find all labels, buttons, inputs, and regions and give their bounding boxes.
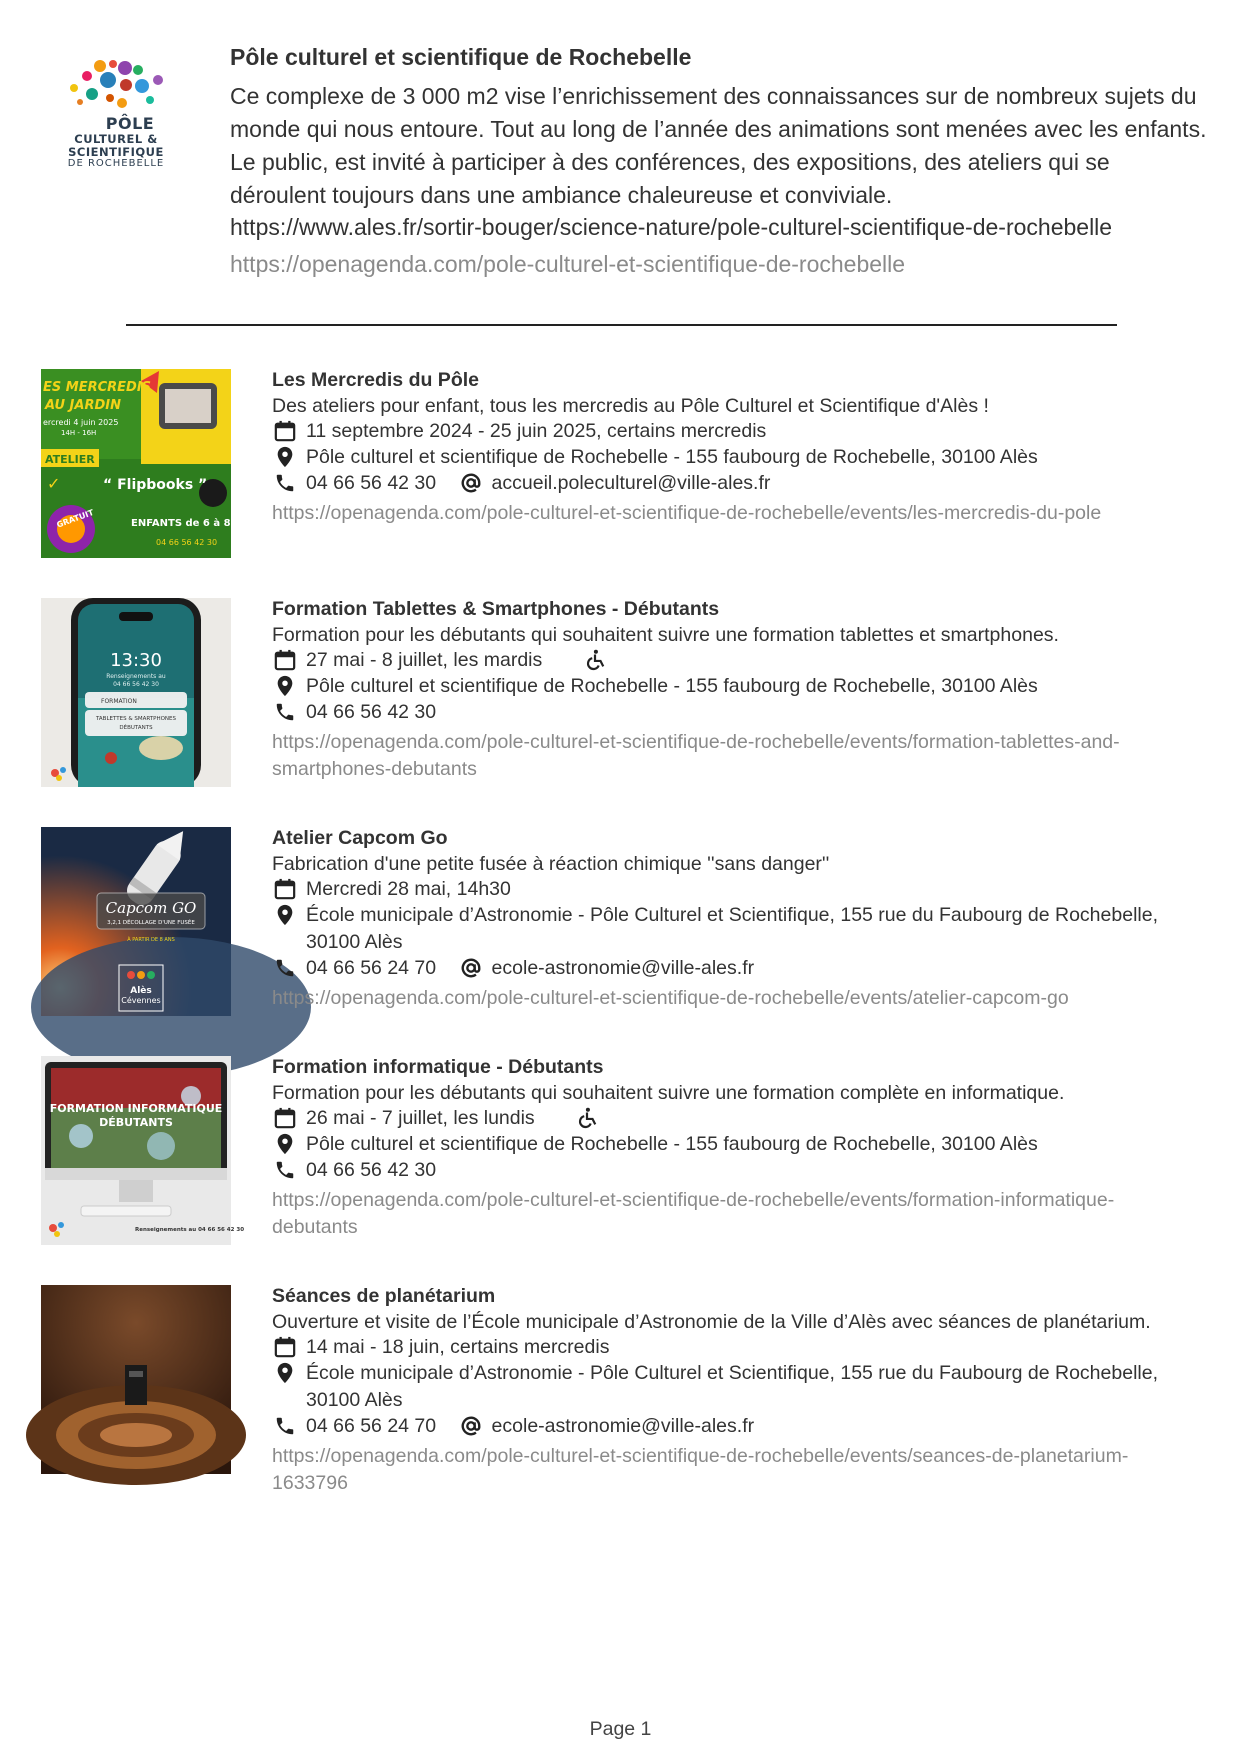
- calendar-icon: [272, 649, 298, 671]
- event-dates: 14 mai - 18 juin, certains mercredis: [306, 1336, 610, 1358]
- event-thumbnail-mercredis[interactable]: [41, 369, 241, 558]
- event-location-row: [272, 444, 1186, 471]
- event-thumbnail-informatique[interactable]: [41, 1056, 245, 1245]
- event-dates-row: [272, 878, 511, 902]
- event-location: Pôle culturel et scientifique de Rochebelle - 155 faubourg de Rochebelle, 30100 Alès: [306, 446, 1038, 468]
- event-location-row: [272, 902, 1186, 956]
- svg-text:AU JARDIN: AU JARDIN: [45, 398, 121, 413]
- event-link[interactable]: https://openagenda.com/pole-culturel-et-scientifique-de-rochebelle/events/atelier-capcom-go: [272, 987, 1069, 1009]
- event-title[interactable]: Formation Tablettes & Smartphones - Débutants: [272, 598, 720, 620]
- svg-text:04 66 56 42 30: 04 66 56 42 30: [156, 538, 218, 547]
- event-description: Des ateliers pour enfant, tous les mercredis au Pôle Culturel et Scientifique d'Alès !: [272, 395, 989, 417]
- svg-text:13:30: 13:30: [110, 650, 162, 671]
- map-pin-icon: [272, 1133, 298, 1155]
- svg-text:À PARTIR DE 8 ANS: À PARTIR DE 8 ANS: [127, 937, 175, 943]
- svg-text:“ Flipbooks ”: “ Flipbooks ”: [103, 477, 208, 493]
- wheelchair-accessible-icon: [576, 1107, 598, 1129]
- event-dates: 11 septembre 2024 - 25 juin 2025, certains mercredis: [306, 420, 767, 442]
- map-pin-icon: [272, 675, 298, 697]
- calendar-icon: [272, 420, 298, 442]
- event-thumbnail-tablettes[interactable]: [41, 598, 231, 787]
- event-email[interactable]: accueil.poleculturel@ville-ales.fr: [491, 472, 771, 494]
- event-phone[interactable]: 04 66 56 24 70: [306, 1415, 437, 1437]
- svg-text:FORMATION INFORMATIQUE: FORMATION INFORMATIQUE: [49, 1102, 223, 1115]
- svg-text:Capcom GO: Capcom GO: [105, 899, 197, 917]
- logo-line-3: SCIENTIFIQUE: [68, 145, 164, 159]
- svg-text:04 66 56 42 30: 04 66 56 42 30: [113, 681, 159, 688]
- header-divider: [126, 324, 1117, 326]
- svg-text:Cévennes: Cévennes: [121, 996, 161, 1005]
- map-pin-icon: [272, 446, 298, 468]
- map-pin-icon: [272, 904, 298, 926]
- svg-text:ES MERCREDIS: ES MERCREDIS: [43, 380, 152, 395]
- venue-header: [0, 0, 1241, 330]
- phone-icon: [272, 957, 298, 979]
- venue-logo: [60, 58, 172, 176]
- event-location: École municipale d’Astronomie - Pôle Culturel et Scientifique, 155 rue du Faubourg de Rochebelle, 30100 Alès: [306, 904, 1158, 953]
- event-thumbnail-planetarium[interactable]: [41, 1285, 231, 1474]
- logo-line-1: PÔLE: [105, 114, 155, 133]
- at-sign-icon: [458, 957, 484, 979]
- event-contact-row: [272, 701, 436, 725]
- venue-title: Pôle culturel et scientifique de Rochebelle: [230, 44, 692, 70]
- svg-text:ENFANTS de 6 à 8 a: ENFANTS de 6 à 8 a: [131, 518, 241, 529]
- map-pin-icon: [272, 1362, 298, 1384]
- event-thumbnail-capcom[interactable]: [41, 827, 231, 1016]
- at-sign-icon: [458, 472, 484, 494]
- svg-text:ercredi 4 juin 2025: ercredi 4 juin 2025: [43, 418, 119, 427]
- phone-icon: [272, 1415, 298, 1437]
- event-phone[interactable]: 04 66 56 42 30: [306, 472, 437, 494]
- event-dates: 26 mai - 7 juillet, les lundis: [306, 1107, 535, 1129]
- svg-text:DÉBUTANTS: DÉBUTANTS: [119, 725, 153, 731]
- calendar-icon: [272, 878, 298, 900]
- svg-text:FORMATION: FORMATION: [101, 698, 137, 705]
- event-email[interactable]: ecole-astronomie@ville-ales.fr: [491, 957, 755, 979]
- calendar-icon: [272, 1107, 298, 1129]
- event-phone[interactable]: 04 66 56 24 70: [306, 957, 437, 979]
- phone-icon: [272, 1159, 298, 1181]
- svg-text:Alès: Alès: [130, 986, 152, 996]
- wheelchair-accessible-icon: [584, 649, 606, 671]
- event-dates: Mercredi 28 mai, 14h30: [306, 878, 511, 900]
- event-phone[interactable]: 04 66 56 42 30: [306, 1159, 437, 1181]
- event-contact-row: [272, 472, 770, 496]
- event-link[interactable]: https://openagenda.com/pole-culturel-et-scientifique-de-rochebelle/events/formation-tablettes-and-smartphones-debutants: [272, 731, 1120, 780]
- event-link[interactable]: https://openagenda.com/pole-culturel-et-scientifique-de-rochebelle/events/formation-informatique-debutants: [272, 1189, 1115, 1238]
- logo-line-4: DE ROCHEBELLE: [67, 158, 165, 169]
- svg-text:14H - 16H: 14H - 16H: [61, 429, 97, 437]
- event-title[interactable]: Séances de planétarium: [272, 1285, 496, 1307]
- event-description: Ouverture et visite de l’École municipale d’Astronomie de la Ville d’Alès avec séances de planétarium.: [272, 1311, 1151, 1333]
- event-title[interactable]: Formation informatique - Débutants: [272, 1056, 604, 1078]
- venue-website-link[interactable]: https://www.ales.fr/sortir-bouger/science-nature/pole-culturel-scientifique-de-rochebelle: [230, 214, 1113, 240]
- at-sign-icon: [458, 1415, 484, 1437]
- event-dates-row: [272, 1107, 598, 1131]
- phone-icon: [272, 472, 298, 494]
- event-title[interactable]: Les Mercredis du Pôle: [272, 369, 479, 391]
- venue-description: Ce complexe de 3 000 m2 vise l’enrichissement des connaissances sur de nombreux sujets du monde qui nous entoure. Tout au long de l’année des animations sont menées avec les enfants. Le public, est invité à participer à des conférences, des expositions, des ateliers qui se déroulent toujours dans une ambiance chaleureuse et conviviale.: [230, 83, 1207, 208]
- event-contact-row: [272, 1415, 754, 1439]
- svg-text:ATELIER: ATELIER: [45, 453, 95, 466]
- event-contact-row: [272, 1159, 436, 1183]
- phone-icon: [272, 701, 298, 723]
- event-location-row: [272, 1360, 1186, 1414]
- event-contact-row: [272, 957, 754, 981]
- event-description: Formation pour les débutants qui souhaitent suivre une formation complète en informatique.: [272, 1082, 1065, 1104]
- event-email[interactable]: ecole-astronomie@ville-ales.fr: [491, 1415, 755, 1437]
- svg-text:✓: ✓: [47, 474, 61, 493]
- svg-text:Renseignements au 04 66 56 42: Renseignements au 04 66 56 42 30: [135, 1227, 245, 1233]
- event-location: École municipale d’Astronomie - Pôle Culturel et Scientifique, 155 rue du Faubourg de Rochebelle, 30100 Alès: [306, 1362, 1158, 1411]
- event-link[interactable]: https://openagenda.com/pole-culturel-et-scientifique-de-rochebelle/events/seances-de-planetarium-1633796: [272, 1445, 1129, 1494]
- event-dates-row: [272, 420, 766, 444]
- event-dates-row: [272, 649, 606, 673]
- venue-agenda-link[interactable]: https://openagenda.com/pole-culturel-et-scientifique-de-rochebelle: [230, 251, 906, 277]
- event-title[interactable]: Atelier Capcom Go: [272, 827, 448, 849]
- svg-text:3,2,1 DÉCOLLAGE D'UNE FUSÉE: 3,2,1 DÉCOLLAGE D'UNE FUSÉE: [107, 920, 195, 926]
- logo-line-2: CULTUREL &: [74, 132, 158, 146]
- svg-text:Renseignements au: Renseignements au: [106, 673, 166, 680]
- logo-dots-icon: [60, 58, 172, 118]
- calendar-icon: [272, 1336, 298, 1358]
- event-location-row: [272, 1131, 1186, 1158]
- event-dates: 27 mai - 8 juillet, les mardis: [306, 649, 543, 671]
- event-description: Fabrication d'une petite fusée à réaction chimique ''sans danger'': [272, 853, 830, 875]
- event-location: Pôle culturel et scientifique de Rochebelle - 155 faubourg de Rochebelle, 30100 Alès: [306, 675, 1038, 697]
- event-description: Formation pour les débutants qui souhaitent suivre une formation tablettes et smartphones.: [272, 624, 1059, 646]
- event-location: Pôle culturel et scientifique de Rochebelle - 155 faubourg de Rochebelle, 30100 Alès: [306, 1133, 1038, 1155]
- page-number: Page 1: [589, 1718, 652, 1740]
- svg-text:TABLETTES & SMARTPHONES: TABLETTES & SMARTPHONES: [95, 716, 177, 722]
- event-phone[interactable]: 04 66 56 42 30: [306, 701, 437, 723]
- svg-text:DÉBUTANTS: DÉBUTANTS: [99, 1116, 173, 1129]
- event-dates-row: [272, 1336, 609, 1360]
- svg-text:GRATUIT: GRATUIT: [55, 507, 95, 530]
- event-location-row: [272, 673, 1186, 700]
- event-link[interactable]: https://openagenda.com/pole-culturel-et-scientifique-de-rochebelle/events/les-mercredis-du-pole: [272, 502, 1102, 524]
